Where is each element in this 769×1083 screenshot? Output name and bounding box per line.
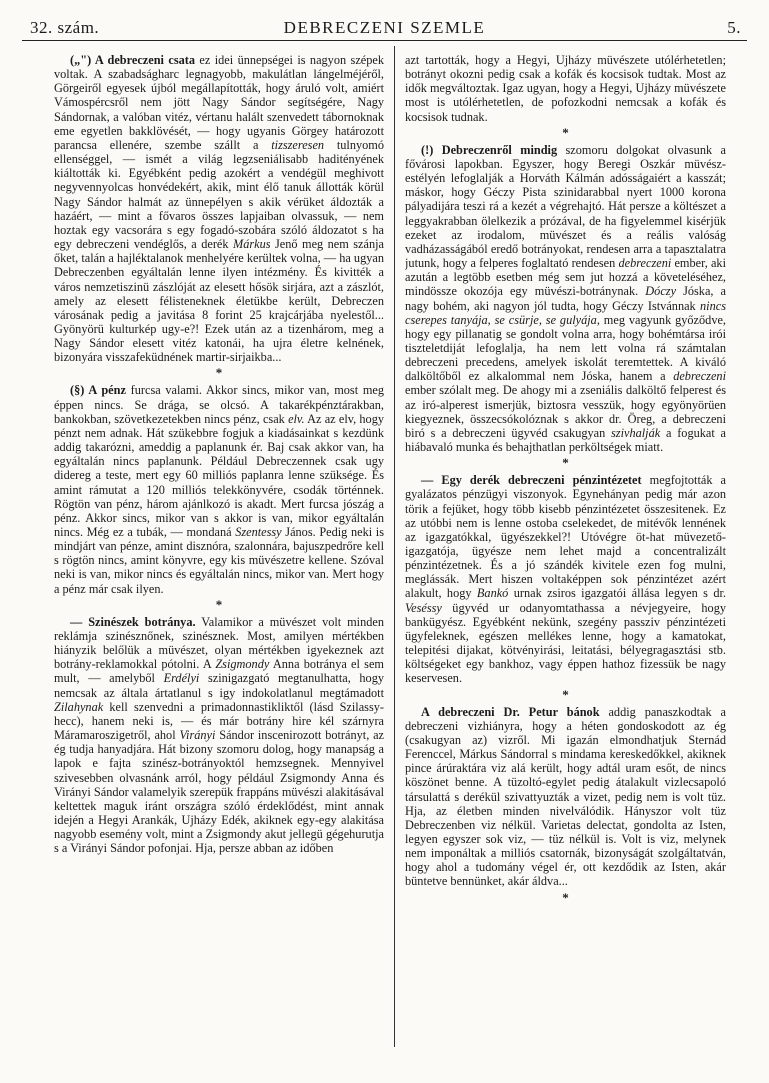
article-text: addig panaszkodtak a debreczeni vizhiányra, hogy a héten gondoskodott az ég (csakugyan az) vizről. Mi igazán elmondhatjuk Sternád Ferenccel, Márkus Sándorral s mindama kereskedőkkel, akiknek pince árúraktára viz alá került, hogy adtál uram esőt, de nincs köszönet benne. A tüzoltó-egylet pedig átalakult vizlecsapoló társulattá s derékül szivattyuzták a vizet, pedig nem is volt tüz. Hja, az életben minden nivelválódik. Hányszor volt tüz Debreczenben viz nélkül. Varietas delectat, gondolta az Isten, legyen egyszer sok viz, — tüz nélkül is. Volt is viz, melynek nem imponáltak a milliós csatornák, bizonyságát szolgáltatván, hogy ahol a tudomány végel ér, ott kezdődik az Isten, akár büntetve bennünket, akár áldva... — [405, 704, 726, 889]
emphasis: Zilahynak — [54, 699, 104, 714]
left-column — [54, 53, 384, 1069]
article-debreczeni-csata — [54, 53, 384, 364]
emphasis: Szentessy — [235, 525, 282, 539]
article-lead: — Szinészek botránya. — [70, 614, 196, 629]
emphasis: Erdélyi — [163, 671, 200, 686]
article-lead: (!) Debreczenről mindig — [421, 142, 558, 157]
article-lead: — Egy derék debreczeni pénzintézetet — [421, 473, 642, 488]
article-text: kell szenvedni a primadonnastikliktől (lásd Szilassy-hecc), hanem neki is, — és már botrány hire kél szárnyra Máramaroszigetről, ahol — [54, 699, 384, 743]
separator-asterisk: * — [215, 596, 223, 612]
page-header — [22, 14, 747, 41]
emphasis: Veséssy — [405, 600, 442, 615]
emphasis: Zsigmondy — [215, 657, 270, 672]
article-text: Sándor inscenirozott botrányt, az ég tudja hanyadjára. Hát bizony szomoru dolog, hogy manapság a lapok e fajta szinész-botrányoktól hemzsegnek. Mennyivel szivesebben olvasnánk arról, hogy például Zsigmondy Anna és Virányi Sándor valamelyik szerepük frappáns müvészi alakitásával keltettek maguk iránt országra szóló érdeklődést, mint annak idején a Hegyi Arankák, Ujházy Edék, akiknek egy-egy alakitása nagyobb esemény volt, mint a Zsigmondy akut jellegü gégehurutja s a Virányi Sándor pofonjai. Hja, persze abban az időben — [54, 728, 384, 856]
emphasis: Virányi — [179, 728, 216, 743]
separator-asterisk: * — [215, 365, 223, 381]
article-text: ügyvéd ur odanyomtathassa a névjegyeire, hogy bankügyész. Egyébként nekünk, szegény passziv pénzintézeti ügyfeleknek, egészen mellékes lenne, hogy a kamatokat, telepitési dijakat, kötvényirási, leitatási, bélyegragasztási stb. költségeket egy bankhoz, vagy éppen hathoz fizessük be nagy keservesen. — [405, 600, 726, 686]
emphasis: tizszeresen — [271, 137, 325, 152]
article-lead: („") A debreczeni csata — [70, 53, 196, 67]
article-text: a fogukat a hiábavaló munka és behajthatlan perköltségek miatt. — [405, 425, 726, 455]
article-penzintezet — [405, 473, 726, 685]
emphasis: debreczeni — [673, 369, 726, 384]
article-text: Jenő meg nem szánja őket, talán a hajléktalanok menhelyére kerültek volna, — ha ugyan Debreczenben egyáltalán lenne ilyen intézmény. És kivitték a város nemzetiszinü zászlóját az elesett hősök sirjára, azt a zászlót, amely az elesett félisteneknek életükbe került, Debreczen városának pedig a javitása 8 forint 25 krajcárjába nyelestől... Gyönyörü kulturkép ugy-e?! Ezek után az a tizenhárom, meg a Nagy Sándor elesett vitéz katonái, ha ujra életre kelnének, bizonyára visszafeküdnének martir-sirjaikba... — [54, 237, 384, 365]
separator-asterisk: * — [562, 455, 569, 471]
column-divider — [394, 46, 395, 1047]
article-text: Valamikor a müvészet volt minden reklámja szinésznőnek, szinésznek. Most, amilyen mértékben hiányzik belőlük a müvészet, olyan mértékben igyekeznek azt botrány-reklamokkal pótolni. A — [54, 614, 384, 672]
emphasis: debreczeni — [618, 256, 672, 271]
emphasis: elv. — [288, 411, 305, 426]
article-text: ember, aki azután a legtöbb esetben még sem jut hozzá a követeléséhez, mindössze okozója egy müvészi-botránynak. — [405, 256, 726, 299]
article-lead: A debreczeni Dr. Petur bánok — [421, 704, 600, 719]
article-text: szinigazgató megtanulhatta, hogy nemcsak az általa ártatlanul s igy indokolatlanul megtámadott — [54, 671, 384, 700]
article-continuation — [405, 53, 726, 124]
article-szineszek-botranya — [54, 615, 384, 856]
article-text: megfojtották a gyalázatos pénzügyi viszonyok. Egynehányan pedig már azon törik a fejüket, hogy több kisebb pénzintézetet összesitenek. Ez az utóbbi nem is lenne ostoba cselekedet, de mitévők lennének az igazgatókkal, ügyészekkel?! Utóvégre öt-hat müvezető-igazgatója, ügyésze nem lehet majd a concentralizált pénzintézetnek. És a jó szándék kivitele ezen fog mulni, meglássák. Mert hiszen voltaképpen sok pénzintézet azért alakult, hogy — [405, 473, 726, 601]
article-text: furcsa valami. Akkor sincs, mikor van, most meg éppen nincs. Se drága, se olcsó. A takarékpénztárakban, bankokban, szövetkezetekben nincs pénz, csak — [54, 383, 384, 426]
article-text: Az az elv, hogy pénzt nem adnak. Hát szükebbre fogjuk a kiadásainkat s kezdünk addig takarózni, ameddig a paplanunk ér. Baj csak akkor van, ha egyáltalán nincs paplanunk. Például Debreczennek csak ugy didereg a teste, mert egy 60 milliós paplanra lenne szüksége. És amint rámutat a 120 milliós telekkönyvére, csodák történnek. Rögtön van pénz, három ajánlkozó is akadt. Mert furcsa jószág a pénz. Akkor sincs, mikor van s akkor is van, mikor egyáltalán nincs. Még ez a tubák, — mondaná — [54, 411, 384, 539]
article-text: meg vagyunk győződve, hogy egy pillanatig se gondolt volna arra, hogy bohémtársa irói tiszteletdiját lefoglalja, ha nem lett volna rá számtalan debreczeni precedens, amelyek iskolát teremtettek. A kiváló dalköltőből ez alkalommal nem Jóska, hanem a — [405, 312, 726, 384]
newspaper-title: DEBRECZENI SZEMLE — [283, 18, 486, 37]
article-text: Jóska, a nagy bohém, aki nagyon jól tudta, hogy Géczy Istvánnak — [405, 284, 726, 313]
emphasis: szivhalják — [611, 425, 661, 440]
issue-number: 32. szám. — [30, 18, 100, 37]
article-penz — [54, 383, 384, 595]
article-text: Anna botránya el sem mult, — amelyből — [54, 657, 384, 686]
emphasis: nincs cserepes tanyája, se csürje, se gulyája, — [405, 298, 726, 327]
separator-asterisk: * — [562, 889, 569, 905]
article-text: ez idei ünnepségei is nagyon szépek voltak. A szabadságharc legnagyobb, makulátlan lángelméjéről, Görgeiről egyesek újból megállapították, hogy áruló volt, amiért Vámospércsről nem jött Nagy Sándor segítségére, Nagy Sándornak, a valóban vitéz, vértanu halált szenvedett tábornoknak eme egyetlen bakklövését, — hogy ugyanis Görgey határozott parancsa ellenére, szembe szállt a — [54, 53, 384, 152]
page-number: 5. — [727, 18, 741, 37]
article-text: azt tartották, hogy a Hegyi, Ujházy müvészete utólérhetetlen; botrányt okozni pedig csak a kofák és kocsisok tudtak. Most az idők megváltoztak. Igaz ugyan, hogy a Hegyi, Ujházy müvészete most is utólérhetetlen, de pofozkodni nemcsak a kofák és kocsisok tudnak. — [405, 53, 726, 124]
separator-asterisk: * — [562, 686, 569, 702]
article-text: szomoru dolgokat olvasunk a fővárosi lapokban. Egyszer, hogy Beregi Oszkár müvész-estélyén lefoglalják a Horváth Kálmán adósságaiért a kasszát; máskor, hogy Géczy Pista szinidarabbal nyert 1000 korona pályadijára teszi rá a kezét a végrehajtó. Hát persze a költészet a leggyakrabban ölelkezik a prózával, de ha figyelemmel kisérjük ezeket az irodalom, müvészet és a reális valóság vadházasságából eredő botrányokat, rendesen arra a tapasztalatra jutunk, hogy a felperes foglaltató rendesen — [405, 142, 726, 271]
article-lead: (§) A pénz — [70, 383, 126, 398]
article-text: ember szólalt meg. De ahogy mi a zseniális dalköltő felperest és az iró-alperest ismerjük, biztosra vesszük, hogy egyönyörüen kiegyeznek, összecsókolóznak s akkor dr. Öreg, a debreczeni biró s a debreczeni ügyvéd csakugyan — [405, 383, 726, 440]
article-text: tulnyomó ellenséggel, — ismét a világ legzseniálisabb haditényének kiáltották ki. Egyébként pedig azokért a vendégül meghivott negyvennyolcas honvédekért, akik, mint élő tanuk állották körül Nagy Sándor halmát az ünnepélyen s akik vérüket áldozták a hazáért, — mint a fővaros összes lapjaiban olvassuk, — nem hoztak egy vacsorára s egy fogadó-szobára szóló áldozatot s ha egy debreczeni vendéglős, a derék — [54, 137, 384, 252]
separator-asterisk: * — [562, 124, 569, 140]
emphasis: Bankó — [476, 586, 509, 601]
article-text: urnak zsiros igazgatói állása legyen s dr. — [508, 586, 726, 601]
article-petur-banok — [405, 705, 726, 889]
article-text: János. Pedig neki is mindjárt van pénze, amint disznóra, szalonnára, bajuszpedrőre kell s rögtön nincs, amint könyvre, egy kis müvészetre kellene. Szóval neki is van, mikor nincs és egyáltalán nincs, mikor van. Mert hogy a pénz már csak ilyen. — [54, 525, 384, 596]
right-column — [405, 53, 726, 1069]
emphasis: Márkus — [232, 237, 271, 252]
emphasis: Dóczy — [645, 284, 677, 299]
article-debreczenrol-mindig — [405, 143, 726, 454]
